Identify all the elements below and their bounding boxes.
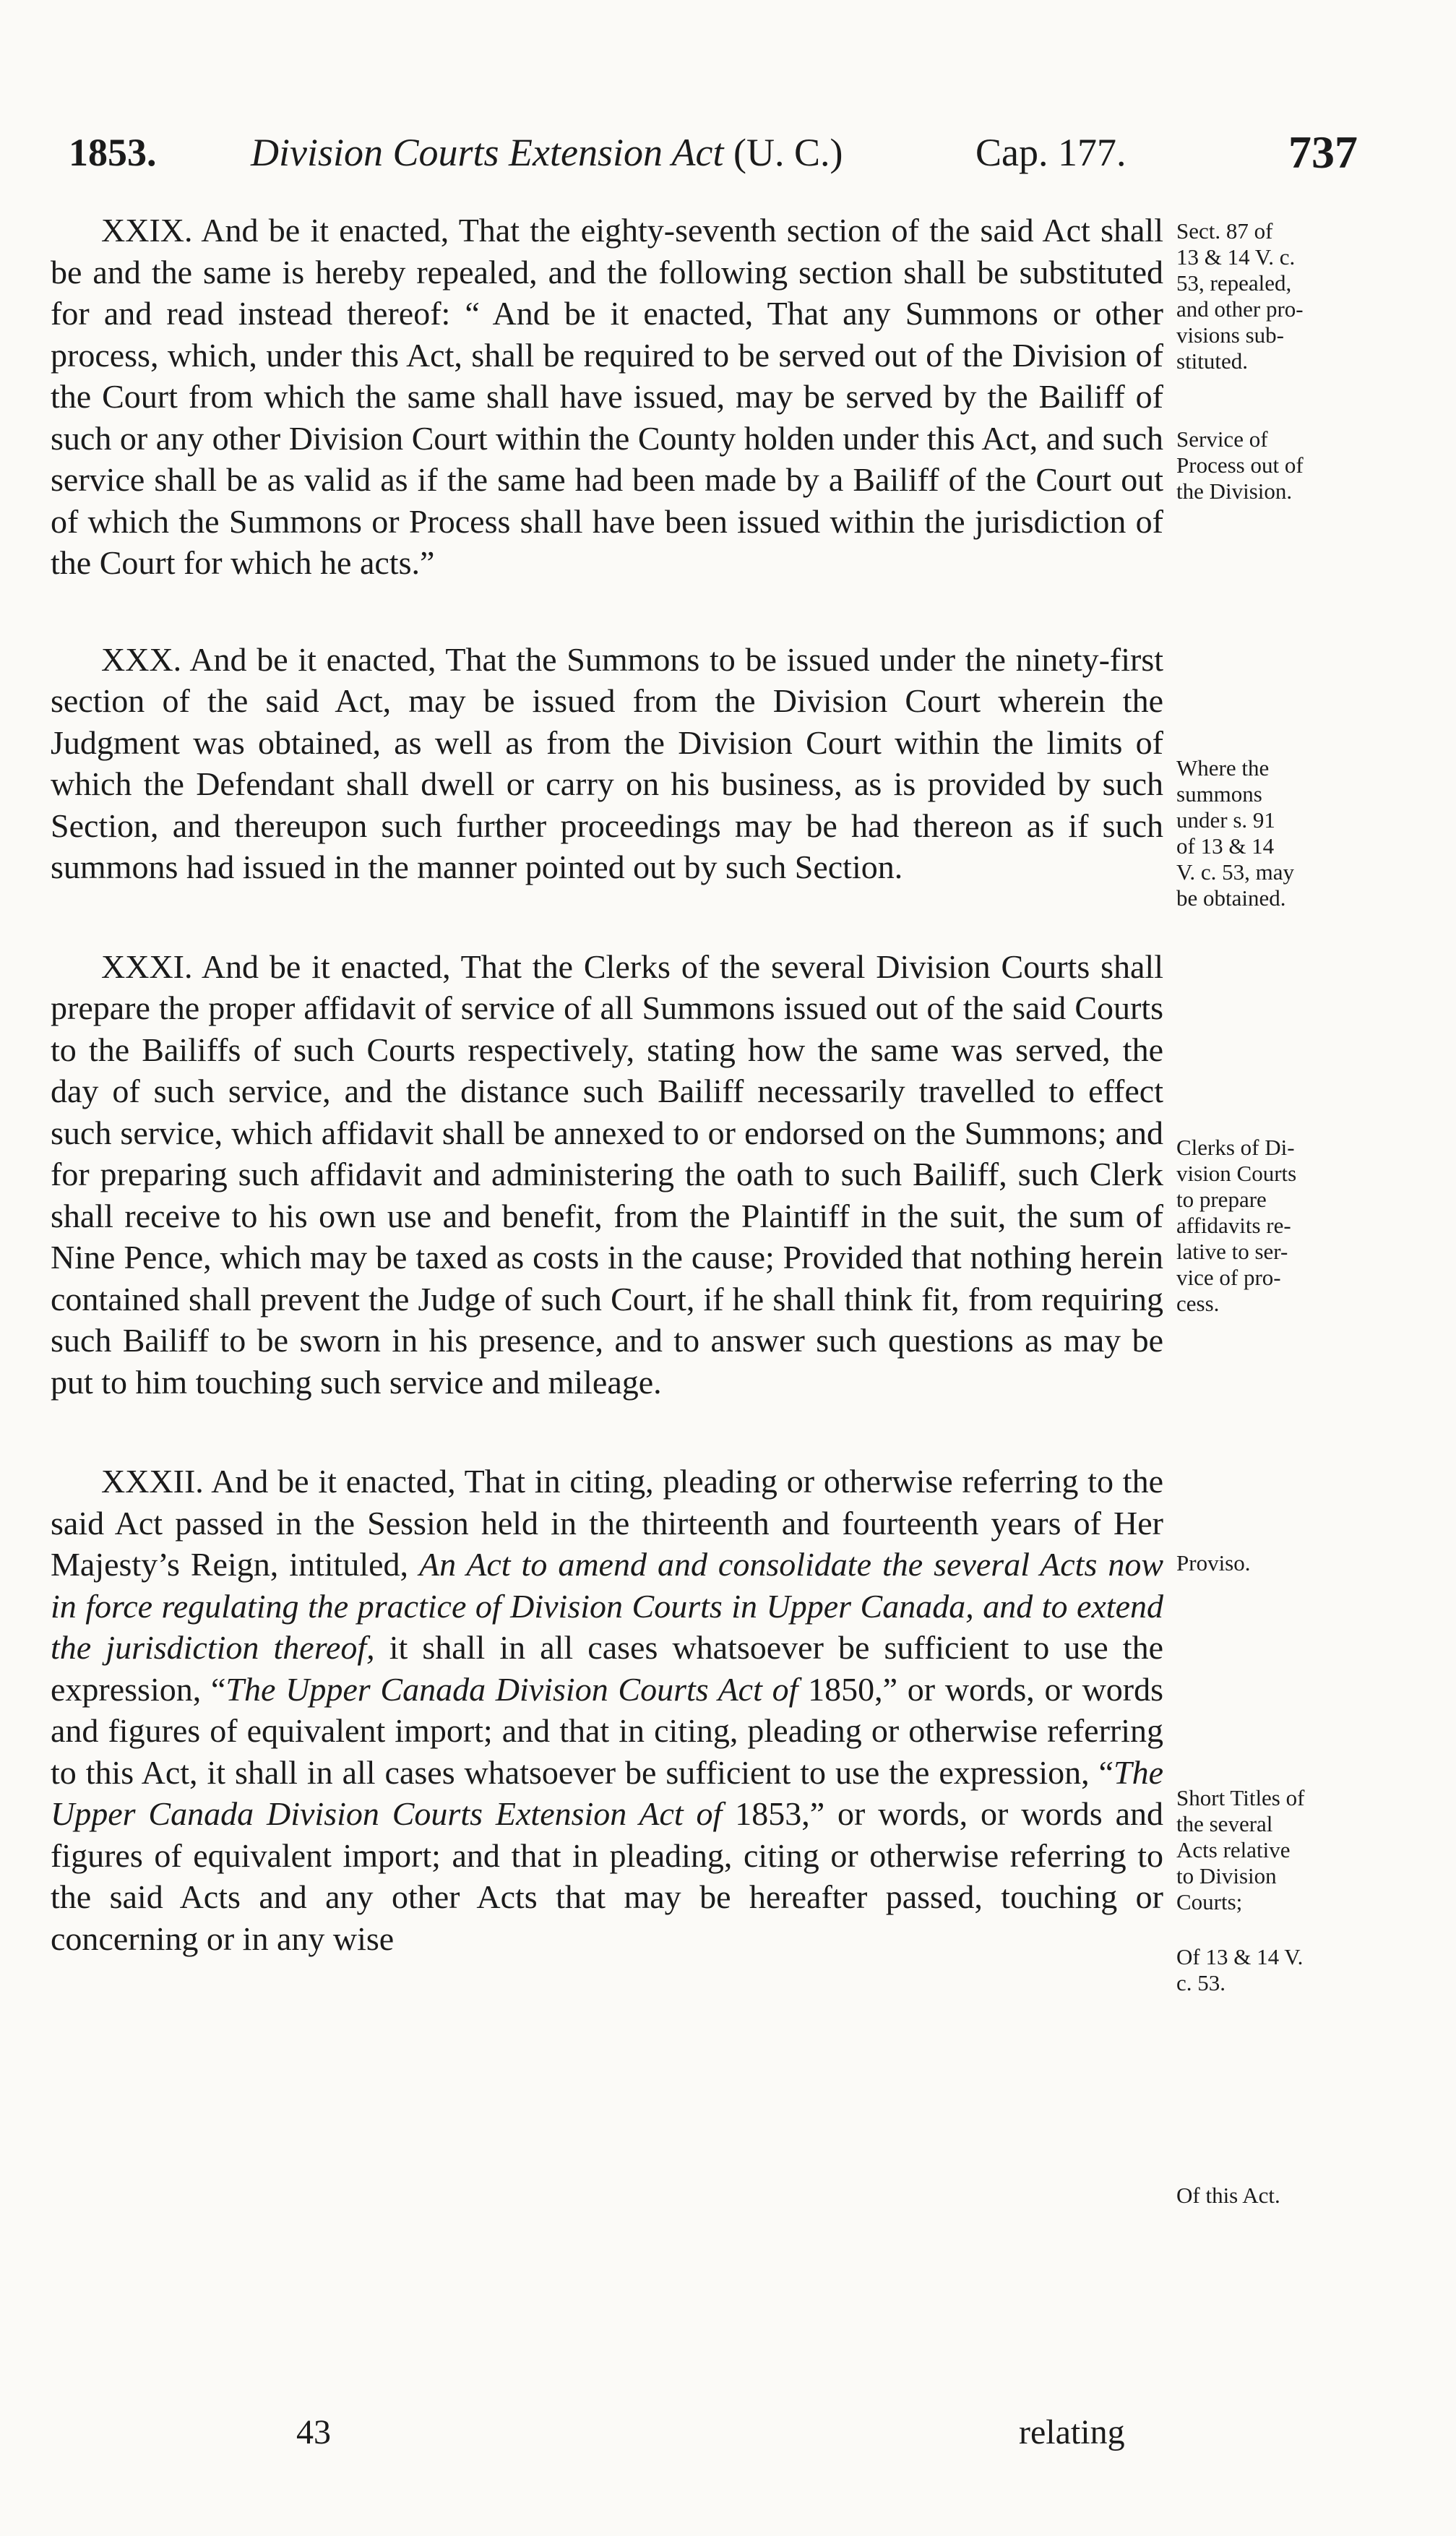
running-header [69, 126, 1384, 188]
catchword: relating [1019, 2413, 1125, 2451]
section-xxxii-part-2: it shall in all cases whatsoever be sufficient to use the expression, “ [51, 1629, 1163, 1708]
header-title [251, 130, 843, 175]
section-xxxii-part-4: 1853,” or words, or words and figures of equivalent import; and that in pleading, citing or otherwise referring to the said Acts and any other Acts that may be hereafter passed, touching or concerning or in any wise [51, 1795, 1163, 1957]
header-title-italic: Division Courts Extension Act [251, 131, 724, 174]
page-number: 737 [1288, 126, 1358, 178]
margin-note-clerks: Clerks of Di- vision Courts to prepare affidavits re- lative to ser- vice of pro- cess. [1176, 1135, 1297, 1316]
short-title-1853: The Upper Canada Division Courts Extension Act of [51, 1753, 1163, 1832]
section-xxxii [51, 1461, 1163, 1959]
header-year: 1853. [69, 131, 157, 174]
section-xxxii-part-1: XXXII. And be it enacted, That in citing, pleading or otherwise referring to the said Act passed in the Session held in the thirteenth and fourteenth years of Her Majesty’s Reign, intituled, [51, 1463, 1163, 1583]
margin-note-13-14-vict: Of 13 & 14 V. c. 53. [1176, 1944, 1304, 1995]
margin-note-proviso: Proviso. [1176, 1550, 1251, 1576]
section-xxx: XXX. And be it enacted, That the Summons to be issued under the ninety-first section of the said Act, may be issued from the Division Court wherein the Judgment was obtained, as well as from the Division Court within the limits of which the Defendant shall dwell or carry on his business, as is provided by such Section, and thereupon such further proceedings may be had thereon as if such summons had issued in the manner pointed out by such Section. [51, 640, 1163, 885]
main-text [51, 210, 1163, 1959]
section-xxxi: XXXI. And be it enacted, That the Clerks of the several Division Courts shall prepare the proper affidavit of service of all Summons issued out of the said Courts to the Bailiffs of such Courts respectively, stating how the same was served, the day of such service, and the distance such Bailiff necessarily travelled to effect such service, which affidavit shall be annexed to or endorsed on the Summons; and for preparing such affidavit and administering the oath to such Bailiff, such Clerk shall receive to his own use and benefit, from the Plaintiff in the suit, the sum of Nine Pence, which may be taxed as costs in the cause; Provided that nothing herein contained shall prevent the Judge of such Court, if he shall think fit, from requiring such Bailiff to be sworn in his presence, and to answer such questions as may be put to him touching such service and mileage. [51, 947, 1163, 1401]
margin-note-short-titles: Short Titles of the several Acts relative to Division Courts; [1176, 1785, 1305, 1914]
margin-note-where-summons: Where the summons under s. 91 of 13 & 14 V. c. 53, may be obtained. [1176, 755, 1295, 911]
section-xxxii-part-3: 1850,” or words, or words and figures of equivalent import; and that in citing, pleading or otherwise referring to this Act, it shall in all cases whatsoever be sufficient to use the expression, “ [51, 1670, 1164, 1791]
margin-note-service-of-process: Service of Process out of the Division. [1176, 426, 1304, 504]
margin-note-sect-87: Sect. 87 of 13 & 14 V. c. 53, repealed, and other pro- visions sub- stituted. [1176, 218, 1304, 374]
signature-mark: 43 [296, 2413, 331, 2451]
margin-note-this-act: Of this Act. [1176, 2183, 1280, 2208]
header-title-rest: (U. C.) [733, 131, 843, 174]
page-footer [0, 2412, 1456, 2456]
short-title-1850: The Upper Canada Division Courts Act of [225, 1670, 798, 1708]
act-long-title: An Act to amend and consolidate the several Acts now in force regulating the practice of Division Courts in Upper Canada, and to extend the jurisdiction thereof, [51, 1546, 1164, 1666]
section-xxix: XXIX. And be it enacted, That the eighty-seventh section of the said Act shall be and the same is hereby repealed, and the following section shall be substituted for and read instead thereof: “ And be it enacted, That any Summons or other process, which, under this Act, shall be required to be served out of the Division of the Court from which the same shall have issued, may be served by the Bailiff of such or any other Division Court within the County holden under this Act, and such service shall be as valid as if the same had been made by a Bailiff of the Court out of which the Summons or Process shall have been issued within the jurisdiction of the Court for which he acts.” [51, 212, 1163, 581]
header-chapter: Cap. 177. [975, 131, 1127, 174]
